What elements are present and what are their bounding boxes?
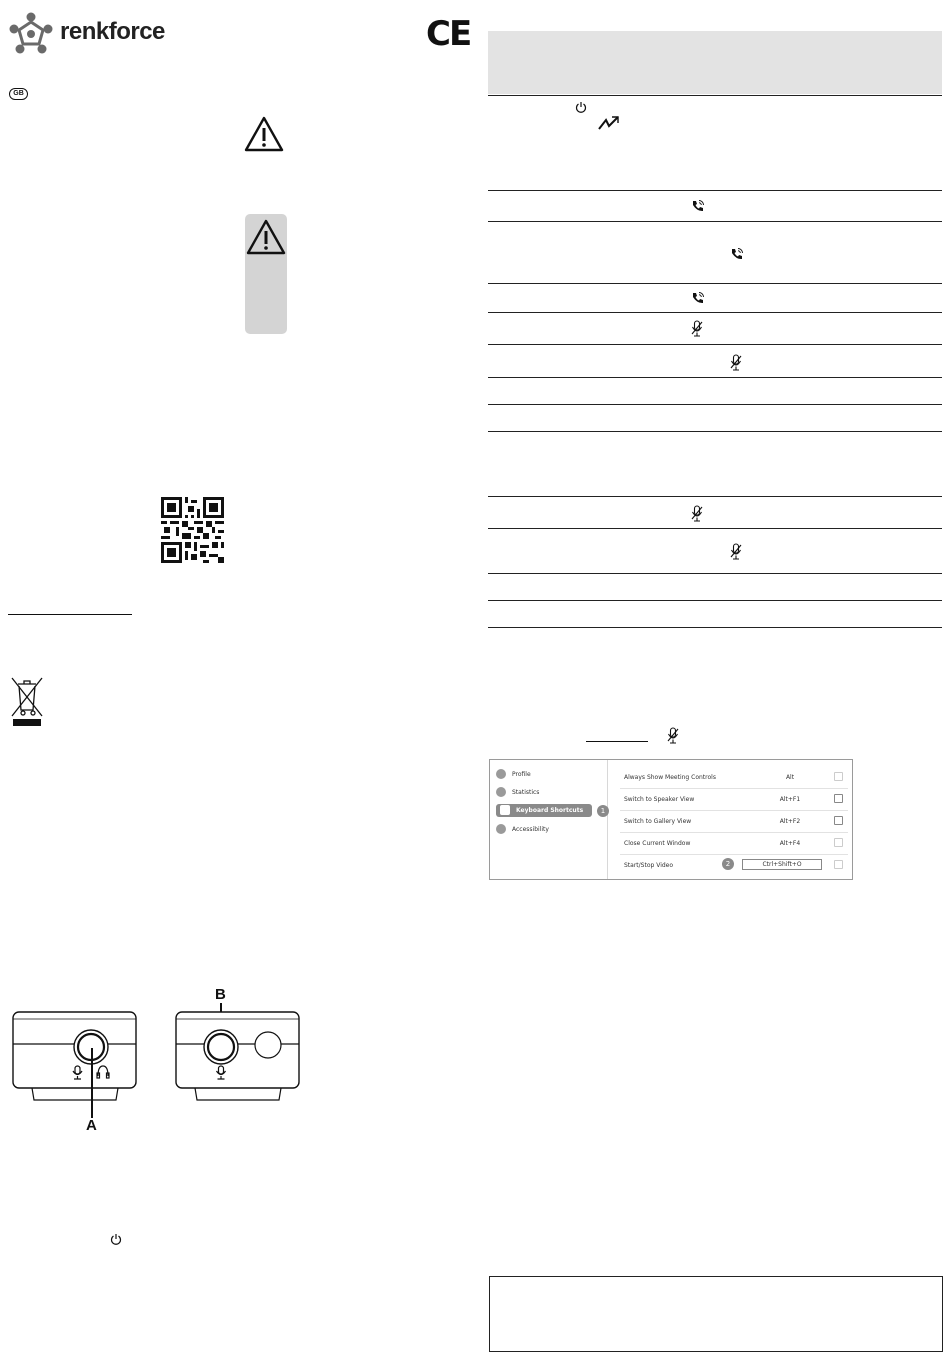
sidebar-item-label: Statistics bbox=[512, 789, 540, 796]
table-line bbox=[488, 283, 942, 284]
shortcut-row[interactable] bbox=[620, 810, 848, 833]
step-badge-1: 1 bbox=[597, 805, 609, 817]
shortcut-name: Switch to Gallery View bbox=[624, 818, 692, 825]
power-icon bbox=[575, 100, 587, 118]
settings-sidebar bbox=[490, 760, 608, 879]
shortcut-keys: Alt bbox=[785, 774, 795, 781]
keyboard-icon bbox=[500, 805, 510, 815]
phone-call-icon bbox=[691, 291, 705, 310]
shortcut-name: Switch to Speaker View bbox=[624, 796, 695, 803]
phone-call-icon bbox=[730, 247, 744, 266]
sidebar-item-label: Profile bbox=[512, 771, 531, 778]
mic-mute-icon bbox=[691, 505, 703, 528]
zigzag-icon bbox=[598, 116, 620, 135]
table-line bbox=[488, 528, 942, 529]
label-b: B bbox=[215, 986, 226, 1003]
sidebar-item-label: Keyboard Shortcuts bbox=[516, 807, 584, 814]
shortcut-checkbox[interactable] bbox=[834, 838, 843, 847]
language-badge: GB bbox=[9, 88, 28, 100]
shortcut-name: Close Current Window bbox=[624, 840, 691, 847]
table-line bbox=[488, 377, 942, 378]
shortcut-key-input[interactable]: Ctrl+Shift+O bbox=[742, 859, 822, 870]
warning-icon bbox=[243, 115, 285, 158]
device-figure-left bbox=[12, 1010, 138, 1102]
note-box bbox=[489, 1276, 943, 1352]
ce-mark: CE bbox=[426, 14, 471, 54]
shortcut-name: Start/Stop Video bbox=[624, 862, 674, 869]
step-badge-2: 2 bbox=[722, 858, 734, 870]
keyboard-shortcuts-panel bbox=[489, 759, 853, 880]
sidebar-item-statistics[interactable] bbox=[496, 786, 586, 799]
table-line bbox=[488, 221, 942, 222]
sidebar-item-accessibility[interactable] bbox=[496, 823, 586, 836]
weee-bin-icon bbox=[10, 676, 44, 728]
mic-mute-icon bbox=[730, 354, 742, 377]
shortcut-row[interactable] bbox=[620, 832, 848, 855]
profile-icon bbox=[496, 769, 506, 779]
table-line bbox=[488, 344, 942, 345]
sidebar-item-keyboard-shortcuts[interactable] bbox=[496, 804, 592, 817]
qr-code bbox=[161, 497, 224, 563]
mic-mute-icon bbox=[667, 727, 679, 750]
table-line bbox=[488, 431, 942, 432]
warning-box bbox=[245, 214, 287, 334]
brand-name: renkforce bbox=[60, 18, 165, 45]
shortcut-row[interactable] bbox=[620, 788, 848, 811]
warning-icon bbox=[245, 218, 287, 256]
shortcut-checkbox[interactable] bbox=[834, 772, 843, 781]
device-figure-right bbox=[175, 1010, 301, 1102]
table-line bbox=[488, 627, 942, 628]
renkforce-logo-icon bbox=[8, 12, 54, 54]
shortcut-row[interactable] bbox=[620, 854, 848, 876]
accessibility-icon bbox=[496, 824, 506, 834]
shortcut-keys: Alt+F1 bbox=[779, 796, 801, 803]
phone-call-icon bbox=[691, 199, 705, 218]
shortcut-keys: Alt+F4 bbox=[779, 840, 801, 847]
table-line bbox=[488, 573, 942, 574]
table-line bbox=[488, 404, 942, 405]
mic-mute-icon bbox=[730, 543, 742, 566]
pointer-line-a bbox=[91, 1048, 93, 1118]
shortcut-checkbox[interactable] bbox=[834, 816, 843, 825]
table-line bbox=[488, 312, 942, 313]
shortcut-keys: Alt+F2 bbox=[779, 818, 801, 825]
label-a: A bbox=[86, 1117, 97, 1134]
power-icon bbox=[110, 1232, 122, 1250]
section-underline bbox=[8, 614, 132, 615]
shortcut-checkbox[interactable] bbox=[834, 794, 843, 803]
statistics-icon bbox=[496, 787, 506, 797]
table-line bbox=[488, 600, 942, 601]
mic-mute-icon bbox=[691, 320, 703, 343]
link-underline bbox=[586, 741, 648, 742]
section-header-band bbox=[488, 31, 942, 94]
table-line bbox=[488, 190, 942, 191]
divider bbox=[488, 95, 942, 96]
shortcut-checkbox[interactable] bbox=[834, 860, 843, 869]
table-line bbox=[488, 496, 942, 497]
shortcut-row[interactable] bbox=[620, 766, 848, 789]
sidebar-item-label: Accessibility bbox=[512, 826, 549, 833]
sidebar-item-profile[interactable] bbox=[496, 768, 586, 781]
shortcut-name: Always Show Meeting Controls bbox=[624, 774, 716, 781]
